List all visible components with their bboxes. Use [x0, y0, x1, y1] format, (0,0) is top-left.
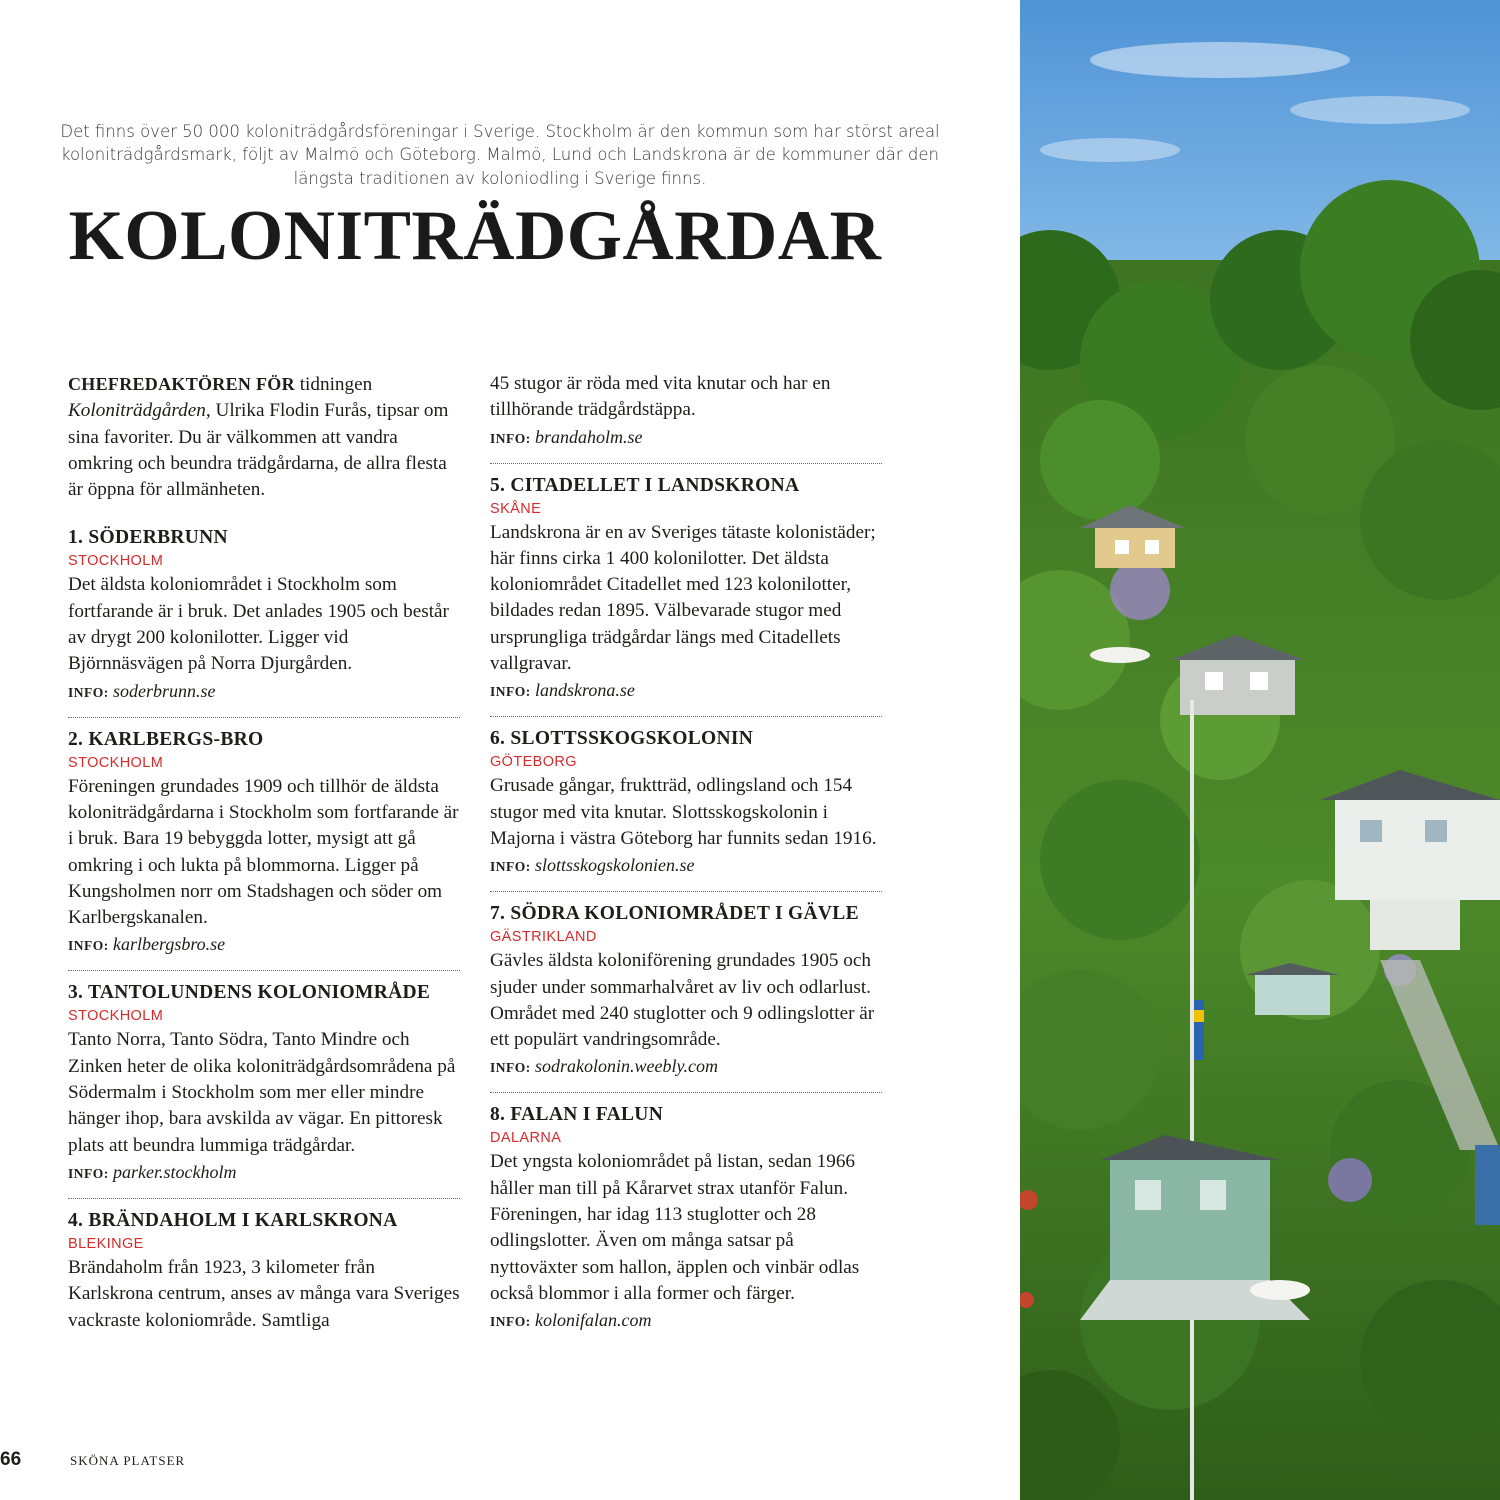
page-number: 66: [0, 1449, 22, 1470]
entry-text: 45 stugor är röda med vita knutar och har en tillhörande trädgårdstäppa.: [490, 373, 831, 421]
info-label: INFO:: [490, 1314, 531, 1330]
entry-text: Landskrona är en av Sveriges tätaste kolonistäder; här finns cirka 1 400 kolonilotter. Det äldsta koloniområdet Citadellet med 123 kolonilotter, bildades redan 1895. Välbevarade stugor med ursprungliga trädgårdar längs med Citadellets vallgravar.: [490, 521, 876, 675]
intro-caps: CHEFREDAKTÖREN FÖR: [68, 374, 295, 394]
entry-info: [68, 931, 460, 959]
entry-info: [68, 678, 460, 706]
hillside-allotment-gardens-photo: [1020, 0, 1500, 1500]
info-link[interactable]: sodrakolonin.weebly.com: [535, 1056, 718, 1077]
dotted-divider: [68, 717, 460, 718]
flagpole: [1190, 700, 1194, 1500]
info-label: INFO:: [68, 684, 109, 700]
info-link[interactable]: brandaholm.se: [535, 426, 643, 447]
info-link[interactable]: landskrona.se: [535, 680, 635, 701]
lead-paragraph: Det finns över 50 000 koloniträdgårdsföreningar i Sverige. Stockholm är den kommun som har störst areal koloniträdgårdsmark, följt av Malmö och Göteborg. Malmö, Lund och Landskrona är de kommuner där den längsta traditionen av koloniodling i Sverige finns.: [60, 121, 940, 188]
entry-region: GÄSTRIKLAND: [490, 929, 597, 946]
entry-info: [490, 424, 882, 452]
info-link[interactable]: karlbergsbro.se: [113, 934, 226, 955]
dotted-divider: [490, 891, 882, 892]
entry-1: [68, 525, 460, 705]
info-label: INFO:: [68, 938, 109, 954]
entry-region: STOCKHOLM: [68, 553, 164, 570]
entry-title: 3. TANTOLUNDENS KOLONIOMRÅDE: [68, 982, 431, 1004]
entry-text: Grusade gångar, fruktträd, odlingsland och 154 stugor med vita knutar. Slottsskogskolonin i Majorna i västra Göteborg har funnits sedan 1916.: [490, 775, 877, 849]
entry-7: [490, 901, 882, 1081]
info-link[interactable]: parker.stockholm: [113, 1161, 237, 1182]
info-label: INFO:: [490, 859, 531, 875]
intro-paragraph: [68, 371, 460, 503]
entry-text: Gävles äldsta koloniförening grundades 1905 och sjuder under sommarhalvåret av liv och odlarlust. Området med 240 stuglotter och 9 odlingslotter är ett populärt vandringsområde.: [490, 950, 875, 1051]
entry-6: [490, 726, 882, 880]
info-link[interactable]: slottsskogskolonien.se: [535, 855, 695, 876]
info-link[interactable]: soderbrunn.se: [113, 680, 216, 701]
dotted-divider: [490, 716, 882, 717]
entry-text: Föreningen grundades 1909 och tillhör de äldsta koloniträdgårdarna i Stockholm som fortfarande är i bruk. Bara 19 bebyggda lotter, mysigt att gå omkring i och lukta på blommorna. Ligger på Kungsholmen norr om Stadshagen och söder om Karlbergskanalen.: [68, 775, 459, 929]
article-column-right: [490, 371, 882, 1335]
entry-title: 4. BRÄNDAHOLM I KARLSKRONA: [68, 1209, 398, 1231]
entry-text: Det yngsta koloniområdet på listan, sedan 1966 håller man till på Kårarvet strax utanför Falun. Föreningen, har idag 113 stuglotter och 28 odlingslotter. Även om många satsar på nyttoväxter som hallon, äpplen och vinbär odlas också blommor i alla former och färger.: [490, 1151, 860, 1304]
entry-region: STOCKHOLM: [68, 1008, 164, 1025]
entry-region: GÖTEBORG: [490, 754, 577, 771]
entry-title: 8. FALAN I FALUN: [490, 1104, 664, 1126]
entry-info: [490, 852, 882, 880]
dotted-divider: [490, 463, 882, 464]
article-column-left: [68, 371, 460, 1334]
info-label: INFO:: [490, 684, 531, 700]
entry-5: [490, 473, 882, 706]
entry-text: Tanto Norra, Tanto Södra, Tanto Mindre och Zinken heter de olika koloniträdgårdsområdena på Södermalm i Stockholm som mer eller mindre hänger ihop, bara avskilda av vägar. En pittoresk plats att beundra lummiga trädgårdar.: [68, 1029, 456, 1156]
intro-text-a: tidningen: [294, 374, 373, 395]
info-label: INFO:: [490, 1060, 531, 1076]
entry-info: [490, 677, 882, 705]
magazine-name-italic: Koloniträdgården,: [68, 400, 211, 422]
dotted-divider: [490, 1092, 882, 1093]
page-title: KOLONITRÄDGÅRDAR: [68, 197, 882, 275]
entry-3: [68, 980, 460, 1186]
entry-4: [68, 1208, 460, 1334]
entry-region: DALARNA: [490, 1130, 562, 1147]
entry-info: [490, 1053, 882, 1081]
info-link[interactable]: kolonifalan.com: [535, 1310, 652, 1331]
entry-info: [490, 1307, 882, 1335]
intro-text-b: Ulrika Flodin Furås, tipsar om sina favoriter. Du är välkommen att vandra omkring och beundra trädgårdarna, de allra flesta är öppna för allmänheten.: [68, 400, 449, 501]
magazine-name: SKÖNA PLATSER: [70, 1453, 186, 1468]
dotted-divider: [68, 1198, 460, 1199]
entry-8: [490, 1102, 882, 1335]
entry-text: Brändaholm från 1923, 3 kilometer från Karlskrona centrum, anses av många vara Sveriges vackraste koloniområde. Samtliga: [68, 1256, 460, 1331]
entry-region: STOCKHOLM: [68, 754, 164, 771]
entry-title: 6. SLOTTSSKOGSKOLONIN: [490, 728, 754, 750]
entry-title: 2. KARLBERGS-BRO: [68, 728, 264, 750]
info-label: INFO:: [68, 1165, 109, 1181]
entry-region: SKÅNE: [490, 500, 542, 517]
info-label: INFO:: [490, 430, 531, 446]
entry-title: 7. SÖDRA KOLONIOMRÅDET I GÄVLE: [490, 903, 859, 925]
entry-region: BLEKINGE: [68, 1235, 144, 1252]
entry-2: [68, 727, 460, 960]
entry-text: Det äldsta koloniområdet i Stockholm som fortfarande är i bruk. Det anlades 1905 och består av drygt 200 kolonilotter. Ligger vid Björnnäsvägen på Norra Djurgården.: [68, 574, 449, 675]
entry-title: 1. SÖDERBRUNN: [68, 527, 228, 549]
entry-4-continued: [490, 371, 882, 452]
dotted-divider: [68, 970, 460, 971]
entry-info: [68, 1159, 460, 1187]
entry-title: 5. CITADELLET I LANDSKRONA: [490, 474, 800, 496]
photo-illustration: [1020, 0, 1500, 1500]
